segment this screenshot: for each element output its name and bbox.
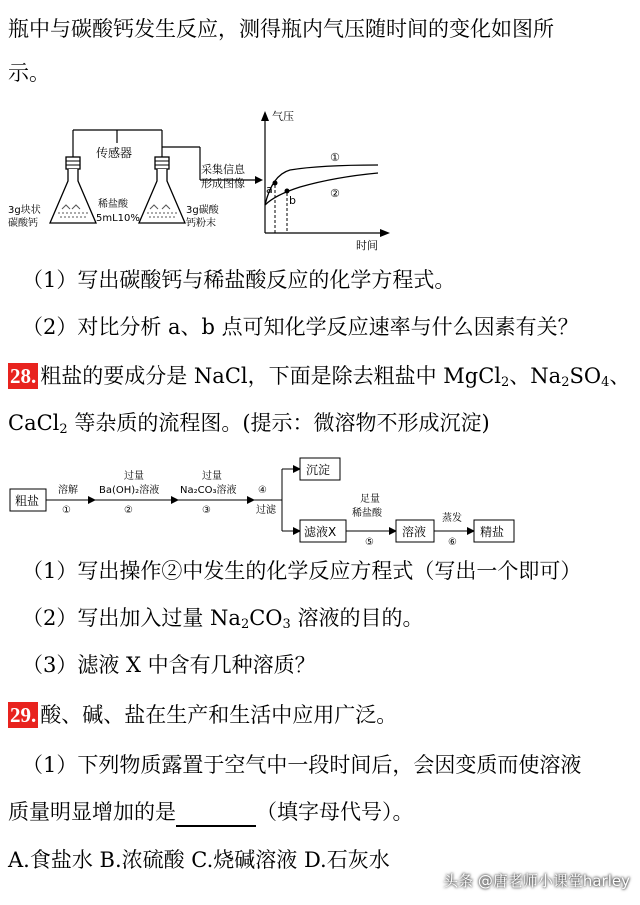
q29-part-1-line-2 [8, 797, 414, 827]
apparatus-figure [0, 105, 400, 255]
q28-l2-a: CaCl [8, 411, 60, 435]
flow-s1-top: 溶解 [58, 485, 78, 496]
x-axis-label: 时间 [356, 239, 378, 252]
q28-text-g: 、 [609, 364, 631, 388]
point-b-label: b [289, 194, 296, 207]
right-flask [139, 130, 185, 223]
q29-part-1-line-1: （1）下列物质露置于空气中一段时间后，会因变质而使溶液 [22, 753, 582, 777]
q28-l2-sub: 2 [59, 422, 68, 437]
q28-sub-2: 2 [561, 375, 570, 390]
acid-label-1: 稀盐酸 [98, 199, 128, 210]
question-number-29: 29. [10, 703, 37, 727]
left-flask [50, 130, 96, 223]
q28-text-a: 粗盐的要成分是 NaCl，下面是除去粗盐中 MgCl [40, 364, 502, 388]
question-number-28: 28. [10, 364, 37, 388]
flow-s2-top2: Ba(OH)₂溶液 [99, 485, 160, 496]
flow-solution: 溶液 [402, 525, 427, 539]
acid-label-2: 5mL10% [96, 213, 140, 224]
right-label-1: 3g碳酸 [186, 205, 219, 216]
watermark: 头条 @唐老师小课堂harley [443, 872, 630, 890]
flow-s5-num: ⑤ [365, 537, 374, 548]
q29-options: A.食盐水 B.浓硫酸 C.烧碱溶液 D.石灰水 [8, 848, 390, 872]
q28-part-2 [22, 603, 423, 633]
left-label-1: 3g块状 [8, 205, 41, 216]
q28-p2-c: CO [249, 606, 283, 630]
q29-p1-b: （填字母代号）。 [256, 800, 414, 824]
intro-line-1: 瓶中与碳酸钙发生反应，测得瓶内气压随时间的变化如图所 [8, 17, 554, 41]
point-a [273, 181, 278, 186]
point-a-label: a [266, 183, 273, 196]
flow-s1-num: ① [62, 505, 71, 516]
q28-p2-e: 溶液的目的。 [290, 606, 424, 630]
flow-chart [0, 455, 640, 555]
curve-2 [265, 173, 378, 205]
flow-s3-num: ③ [202, 505, 211, 516]
flow-s6-top: 蒸发 [442, 513, 462, 524]
q28-p2-a: （2）写出加入过量 Na [22, 606, 241, 630]
collect-label-1: 采集信息 [201, 163, 245, 176]
q28-sub-1: 2 [501, 375, 510, 390]
curve-2-label: ② [330, 187, 340, 200]
flow-precip: 沉淀 [306, 463, 331, 477]
q29-title-line [8, 700, 397, 730]
left-label-2: 碳酸钙 [8, 218, 38, 229]
flow-s4-bot: 过滤 [256, 505, 276, 516]
q28-text-c: 、Na [509, 364, 562, 388]
q28-part-1: （1）写出操作②中发生的化学反应方程式（写出一个即可） [22, 559, 582, 583]
collect-label-2: 形成图像 [201, 177, 245, 190]
q28-l2-c: 等杂质的流程图。(提示：微溶物不形成沉淀) [67, 411, 490, 435]
sensor-label: 传感器 [96, 146, 133, 160]
flow-s2-num: ② [124, 505, 133, 516]
answer-blank[interactable] [176, 805, 256, 827]
intro-line-2: 示。 [8, 61, 50, 85]
flow-s5-top2: 稀盐酸 [352, 508, 382, 519]
q28-sub-3: 4 [601, 375, 610, 390]
flow-filtrate: 滤液X [304, 525, 337, 539]
q27-part-2: （2）对比分析 a、b 点可知化学反应速率与什么因素有关？ [22, 315, 579, 339]
flow-s2-top1: 过量 [124, 471, 144, 482]
flow-product: 精盐 [480, 525, 505, 539]
point-b [285, 189, 290, 194]
flow-s3-top2: Na₂CO₃溶液 [180, 485, 237, 496]
flow-s6-num: ⑥ [448, 537, 457, 548]
pressure-graph [261, 109, 390, 252]
q27-part-1: （1）写出碳酸钙与稀盐酸反应的化学方程式。 [22, 268, 456, 292]
right-label-2: 钙粉末 [186, 218, 216, 229]
q28-p2-sub1: 2 [240, 617, 250, 632]
q28-part-3: （3）滤液 X 中含有几种溶质？ [22, 653, 316, 677]
flow-s3-top1: 过量 [202, 471, 222, 482]
q29-title: 酸、碱、盐在生产和生活中应用广泛。 [40, 703, 398, 727]
flow-start: 粗盐 [15, 494, 40, 508]
q28-text-e: SO [569, 364, 602, 388]
y-axis-label: 气压 [272, 110, 294, 123]
q29-p1-a: 质量明显增加的是 [8, 800, 176, 824]
curve-1 [265, 165, 378, 205]
q28-p2-sub2: 3 [282, 617, 291, 632]
flow-s5-top1: 足量 [360, 494, 380, 505]
q28-line-2 [8, 408, 490, 438]
flow-s4-num: ④ [258, 485, 267, 496]
q28-line-1 [8, 361, 630, 391]
curve-1-label: ① [330, 151, 340, 164]
